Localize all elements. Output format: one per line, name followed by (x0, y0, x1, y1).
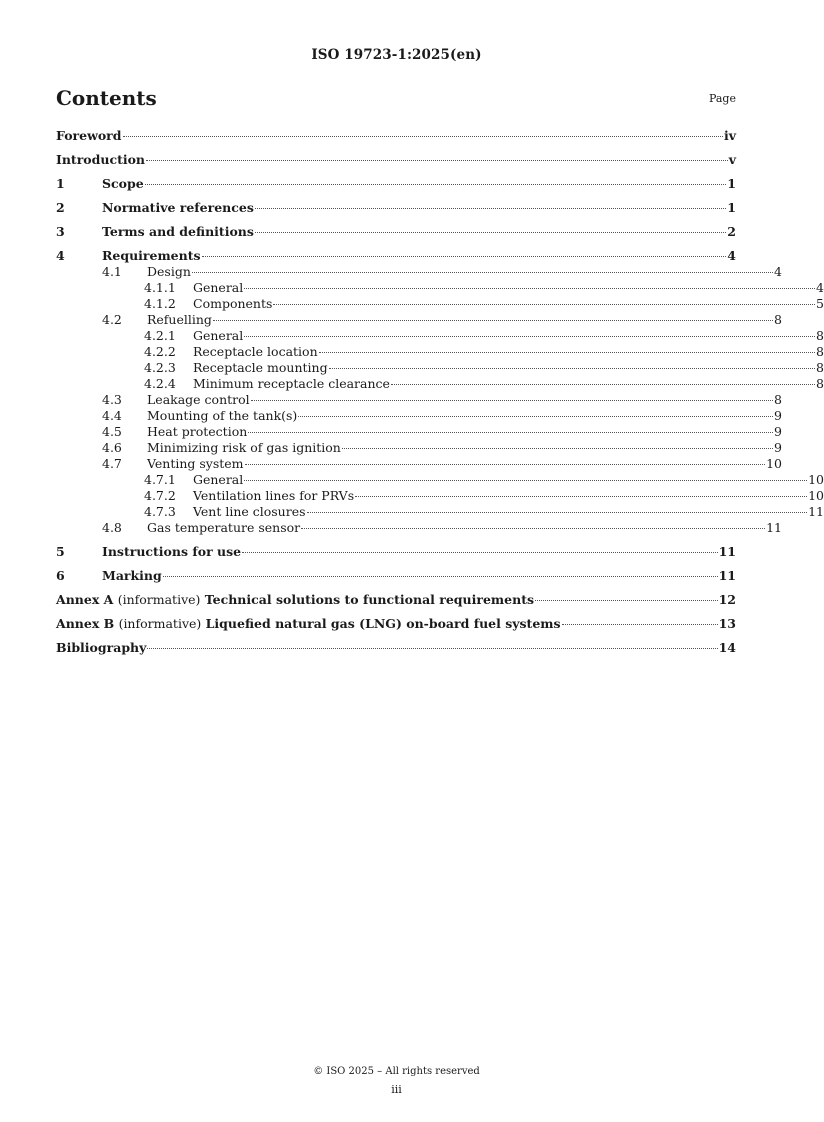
toc-number: 4.2.3 (144, 360, 176, 375)
dot-leader (244, 288, 815, 289)
dot-leader (213, 320, 773, 321)
copyright-notice: © ISO 2025 – All rights reserved (313, 1066, 480, 1077)
dot-leader (242, 552, 717, 553)
toc-entry-4-2-2[interactable] (56, 344, 824, 360)
toc-page: 2 (727, 224, 736, 239)
toc-entry-requirements[interactable] (56, 248, 736, 264)
dot-leader (342, 448, 773, 449)
dot-leader (307, 512, 808, 513)
toc-number: 3 (56, 224, 65, 239)
toc-title: General (193, 328, 244, 343)
toc-title: Marking (102, 568, 162, 583)
toc-entry-annex-a[interactable] (56, 592, 736, 608)
toc-number: 2 (56, 200, 65, 215)
toc-number: 4.1.1 (144, 280, 176, 295)
toc-entry-4-1[interactable] (56, 264, 782, 280)
toc-page: v (728, 152, 736, 167)
toc-title: Introduction (56, 152, 146, 167)
toc-entry-normative-references[interactable] (56, 200, 736, 216)
toc-number: 4.2 (102, 312, 122, 327)
annex-label: Annex B (56, 616, 115, 631)
dot-leader (244, 480, 807, 481)
dot-leader (163, 576, 718, 577)
toc-number: 4.6 (102, 440, 122, 455)
toc-entry-4-2-3[interactable] (56, 360, 824, 376)
toc-page: 4 (816, 280, 824, 295)
toc-page: 8 (774, 392, 782, 407)
toc-entry-foreword[interactable] (56, 128, 736, 144)
toc-number: 4.2.1 (144, 328, 176, 343)
toc-title: Bibliography (56, 640, 147, 655)
toc-number: 5 (56, 544, 65, 559)
dot-leader (248, 432, 773, 433)
dot-leader (123, 136, 723, 137)
dot-leader (146, 160, 728, 161)
toc-number: 4 (56, 248, 65, 263)
toc-number: 4.4 (102, 408, 122, 423)
dot-leader (391, 384, 815, 385)
dot-leader (535, 600, 718, 601)
toc-title: Heat protection (147, 424, 248, 439)
toc-entry-annex-b[interactable] (56, 616, 736, 632)
toc-title: Ventilation lines for PRVs (193, 488, 355, 503)
toc-number: 4.7.2 (144, 488, 176, 503)
toc-number: 4.7 (102, 456, 122, 471)
dot-leader (329, 368, 815, 369)
toc-entry-4-7-1[interactable] (56, 472, 824, 488)
toc-page: 8 (816, 328, 824, 343)
toc-title: General (193, 472, 244, 487)
toc-page: 8 (816, 360, 824, 375)
toc-number: 4.1.2 (144, 296, 176, 311)
toc-entry-4-2-1[interactable] (56, 328, 824, 344)
toc-entry-4-5[interactable] (56, 424, 782, 440)
toc-page: iv (723, 128, 736, 143)
toc-title: Venting system (147, 456, 244, 471)
annex-type: (informative) (118, 616, 202, 631)
toc-page: 11 (718, 568, 736, 583)
toc-title: Refuelling (147, 312, 212, 327)
page-title: Contents (56, 86, 157, 110)
toc-page: 11 (808, 504, 824, 519)
toc-title: Gas temperature sensor (147, 520, 301, 535)
dot-leader (255, 232, 726, 233)
toc-title: Vent line closures (193, 504, 306, 519)
toc-number: 4.3 (102, 392, 122, 407)
toc-page: 10 (766, 456, 782, 471)
annex-label: Annex A (56, 592, 114, 607)
toc-title: Design (147, 264, 191, 279)
toc-title: Components (193, 296, 273, 311)
toc-entry-4-4[interactable] (56, 408, 782, 424)
toc-number: 4.5 (102, 424, 122, 439)
toc-page: 11 (718, 544, 736, 559)
toc-page: 9 (774, 408, 782, 423)
toc-page: 8 (774, 312, 782, 327)
toc-entry-4-7[interactable] (56, 456, 782, 472)
toc-title: Instructions for use (102, 544, 242, 559)
toc-title: Leakage control (147, 392, 250, 407)
toc-title: Liquefied natural gas (LNG) on-board fuel systems (205, 616, 561, 631)
toc-page: 11 (766, 520, 782, 535)
toc-entry-terms-definitions[interactable] (56, 224, 736, 240)
toc-page: 4 (774, 264, 782, 279)
dot-leader (319, 352, 815, 353)
toc-title: Scope (102, 176, 144, 191)
toc-page: 14 (718, 640, 736, 655)
toc-title: Minimizing risk of gas ignition (147, 440, 341, 455)
annex-type: (informative) (117, 592, 201, 607)
toc-number: 4.2.4 (144, 376, 176, 391)
toc-page: 9 (774, 424, 782, 439)
dot-leader (255, 208, 726, 209)
toc-title: Mounting of the tank(s) (147, 408, 298, 423)
toc-entry-4-1-2[interactable] (56, 296, 824, 312)
dot-leader (192, 272, 773, 273)
toc-entry-4-3[interactable] (56, 392, 782, 408)
dot-leader (273, 304, 815, 305)
toc-entry-4-2-4[interactable] (56, 376, 824, 392)
toc-page: 1 (727, 200, 736, 215)
toc-entry-bibliography[interactable] (56, 640, 736, 656)
toc-number: 4.8 (102, 520, 122, 535)
toc-title: Foreword (56, 128, 122, 143)
dot-leader (244, 336, 815, 337)
dot-leader (298, 416, 773, 417)
toc-number: 6 (56, 568, 65, 583)
toc-page: 8 (816, 344, 824, 359)
toc-page: 5 (816, 296, 824, 311)
toc-number: 4.7.3 (144, 504, 176, 519)
page-column-label: Page (708, 92, 736, 105)
toc-title: Minimum receptacle clearance (193, 376, 390, 391)
toc-title: Requirements (102, 248, 201, 263)
dot-leader (562, 624, 718, 625)
dot-leader (301, 528, 765, 529)
toc-entry-marking[interactable] (56, 568, 736, 584)
toc-entry-4-2[interactable] (56, 312, 782, 328)
toc-page: 13 (718, 616, 736, 631)
toc-entry-4-7-3[interactable] (56, 504, 824, 520)
toc-title: Receptacle location (193, 344, 318, 359)
toc-page: 8 (816, 376, 824, 391)
toc-page: 9 (774, 440, 782, 455)
dot-leader (202, 256, 727, 257)
dot-leader (147, 648, 717, 649)
toc-number: 1 (56, 176, 65, 191)
toc-number: 4.2.2 (144, 344, 176, 359)
dot-leader (251, 400, 773, 401)
toc-page: 10 (808, 472, 824, 487)
toc-title: Terms and definitions (102, 224, 254, 239)
toc-entry-4-6[interactable] (56, 440, 782, 456)
dot-leader (355, 496, 807, 497)
document-id-header: ISO 19723-1:2025(en) (311, 47, 482, 63)
toc-number: 4.1 (102, 264, 122, 279)
table-of-contents (56, 128, 824, 655)
toc-entry-4-8[interactable] (56, 520, 782, 536)
toc-entry-4-7-2[interactable] (56, 488, 824, 504)
toc-entry-instructions-for-use[interactable] (56, 544, 736, 560)
toc-page: 12 (718, 592, 736, 607)
dot-leader (145, 184, 727, 185)
toc-page: 1 (727, 176, 736, 191)
toc-title: Receptacle mounting (193, 360, 328, 375)
toc-page: 4 (727, 248, 736, 263)
toc-page: 10 (808, 488, 824, 503)
toc-title: Normative references (102, 200, 254, 215)
toc-title: Technical solutions to functional requirements (204, 592, 535, 607)
dot-leader (245, 464, 766, 465)
toc-title: General (193, 280, 244, 295)
toc-number: 4.7.1 (144, 472, 176, 487)
toc-entry-4-1-1[interactable] (56, 280, 824, 296)
toc-entry-scope[interactable] (56, 176, 736, 192)
toc-entry-introduction[interactable] (56, 152, 736, 168)
page-number: iii (391, 1083, 402, 1096)
